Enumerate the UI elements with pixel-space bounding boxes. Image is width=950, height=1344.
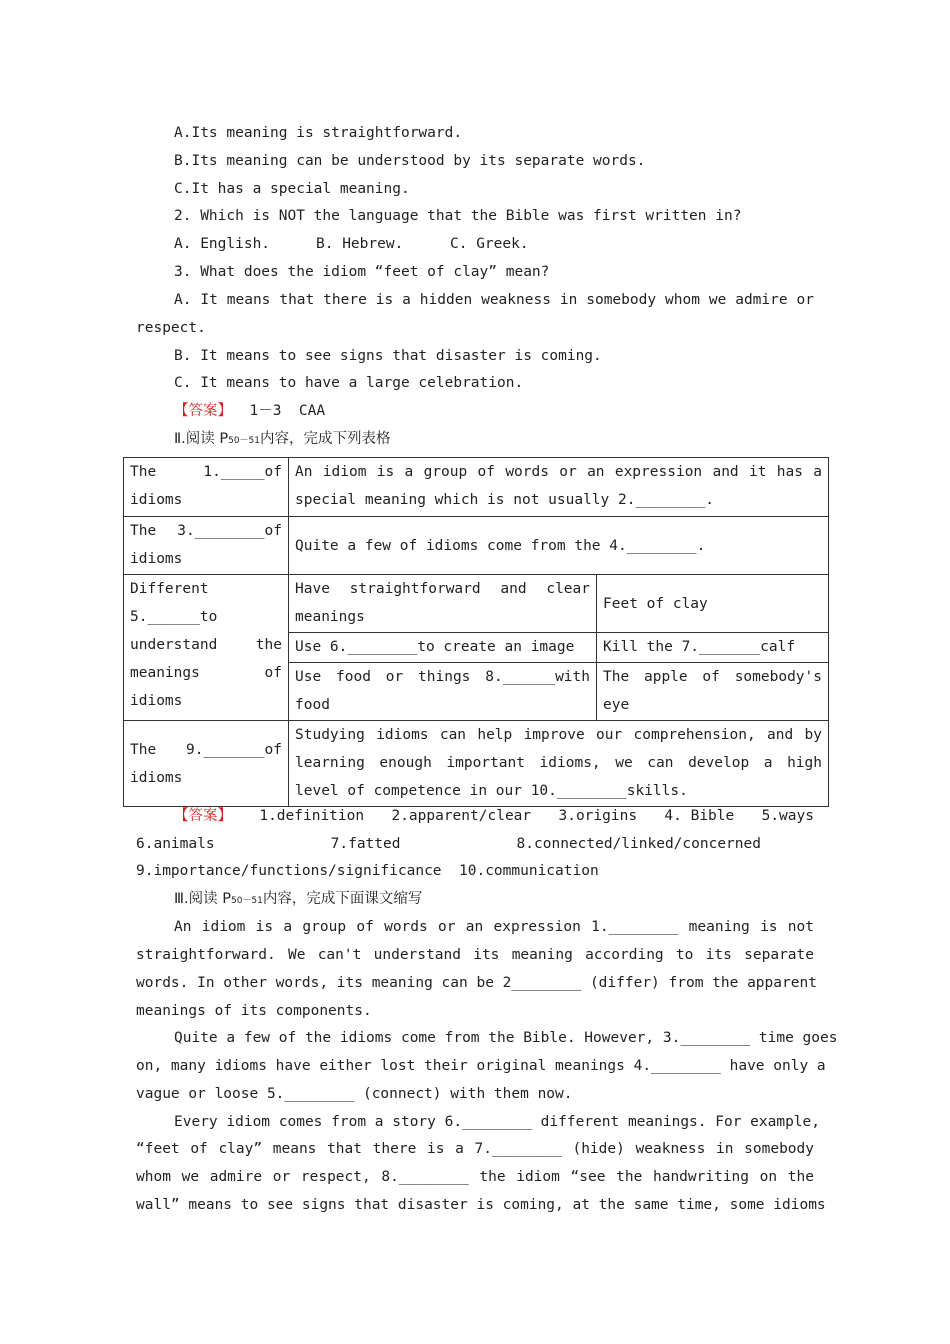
table-r2-right: Quite a few of idioms come from the 4.________. [289,517,829,575]
section-3-title-post: 内容，完成下面课文缩写 [262,891,423,907]
table-r4-left: The 9._______of idioms [124,721,289,807]
answer-2-item-5: 5.ways [761,808,814,824]
answer-tag: 【答案】 [174,403,232,419]
table-r3-left: Different 5.______to understand the meanings of idioms [124,575,289,721]
answer-2-item-1: 1.definition [259,808,365,824]
answer-2-line3: 9.importance/functions/significance 10.communication [136,863,599,879]
section-2-title [174,430,391,450]
summary-text: An idiom is a group of words or an expression 1.________ meaning is not [174,919,814,935]
q1-option-c: C.It has a special meaning. [174,181,410,197]
summary-text: on, many idioms have either lost their original meanings 4.________ have only a [136,1058,826,1074]
summary-p3-line2 [136,1140,814,1158]
q3-option-c: C. It means to have a large celebration. [174,375,524,391]
answer-2-tag: 【答案】 [174,808,232,824]
q2-option-a: A. English. [174,236,271,252]
section-2-title-sub: 50－51 [228,436,261,446]
answer-2-item-8: 8.connected/linked/concerned [516,836,761,852]
table-r3-e: Use food or things 8.______with food [289,663,597,721]
answer-2-line2 [136,835,761,853]
summary-p3-line1 [174,1113,821,1131]
summary-text: words. In other words, its meaning can be 2________ (differ) from the apparent [136,975,817,991]
summary-p3-line3 [136,1168,814,1186]
summary-p1-line3 [136,974,817,992]
summary-p1-line1 [174,918,814,936]
q1-option-a: A.Its meaning is straightforward. [174,125,463,141]
q1-option-b: B.Its meaning can be understood by its separate words. [174,153,646,169]
summary-text: straightforward. We can't understand its meaning according to its separate [136,947,814,963]
q3-option-a-line2: respect. [136,320,206,336]
table-r3-d: Kill the 7._______calf [597,633,829,663]
summary-p1-line4: meanings of its components. [136,1003,372,1019]
table-r3-c: Use 6.________to create an image [289,633,597,663]
answer-2-line1 [174,807,814,825]
summary-p3-line4 [136,1196,826,1214]
table-r3-f: The apple of somebody's eye [597,663,829,721]
table-r1-left: The 1._____of idioms [124,458,289,517]
summary-p2-line3: vague or loose 5.________ (connect) with them now. [136,1086,573,1102]
section-3-title-pre: Ⅲ.阅读 P [174,891,231,907]
summary-p2-line2 [136,1057,826,1075]
q3-option-a-text: A. It means that there is a hidden weakness in somebody whom we admire or [174,292,814,308]
answer-2-item-6: 6.animals [136,836,215,852]
q2-question: 2. Which is NOT the language that the Bible was first written in? [174,208,742,224]
answer-2-item-2: 2.apparent/clear [391,808,532,824]
answer-2-item-3: 3.origins [558,808,638,824]
section-2-title-pre: Ⅱ.阅读 P [174,431,229,447]
answer-2-item-7: 7.fatted [330,836,401,852]
section-3-title [174,890,422,910]
table-r4-right: Studying idioms can help improve our comprehension, and by learning enough important idioms, we can develop a high level of competence in our 10.________skills. [289,721,829,807]
idiom-table [123,457,829,807]
summary-p1-line2 [136,946,814,964]
answer-1 [174,402,325,420]
summary-text: “feet of clay” means that there is a 7.________ (hide) weakness in somebody [136,1141,814,1157]
summary-text: whom we admire or respect, 8.________ the idiom “see the handwriting on the [136,1169,814,1185]
q3-option-b: B. It means to see signs that disaster is coming. [174,348,602,364]
summary-text: Every idiom comes from a story 6.________ different meanings. For example, [174,1114,821,1130]
table-r3-b: Feet of clay [597,575,829,633]
q2-option-b: B. Hebrew. [316,236,404,252]
summary-text: Quite a few of the idioms come from the Bible. However, 3.________ time goes [174,1030,838,1046]
answer-2-item-4: 4. Bible [664,808,735,824]
q3-option-a-line1 [174,291,814,309]
q2-option-c: C. Greek. [450,236,529,252]
summary-p2-line1 [174,1029,838,1047]
answer-1-text: 1－3 CAA [249,403,326,419]
table-r3-a: Have straightforward and clear meanings [289,575,597,633]
table-r1-right: An idiom is a group of words or an expression and it has a special meaning which is not usually 2.________. [289,458,829,517]
section-2-title-post: 内容，完成下列表格 [260,431,391,447]
table-r2-left: The 3.________of idioms [124,517,289,575]
q3-question: 3. What does the idiom “feet of clay” mean? [174,264,550,280]
section-3-title-sub: 50－51 [230,896,263,906]
summary-text: wall” means to see signs that disaster is coming, at the same time, some idioms [136,1197,826,1213]
